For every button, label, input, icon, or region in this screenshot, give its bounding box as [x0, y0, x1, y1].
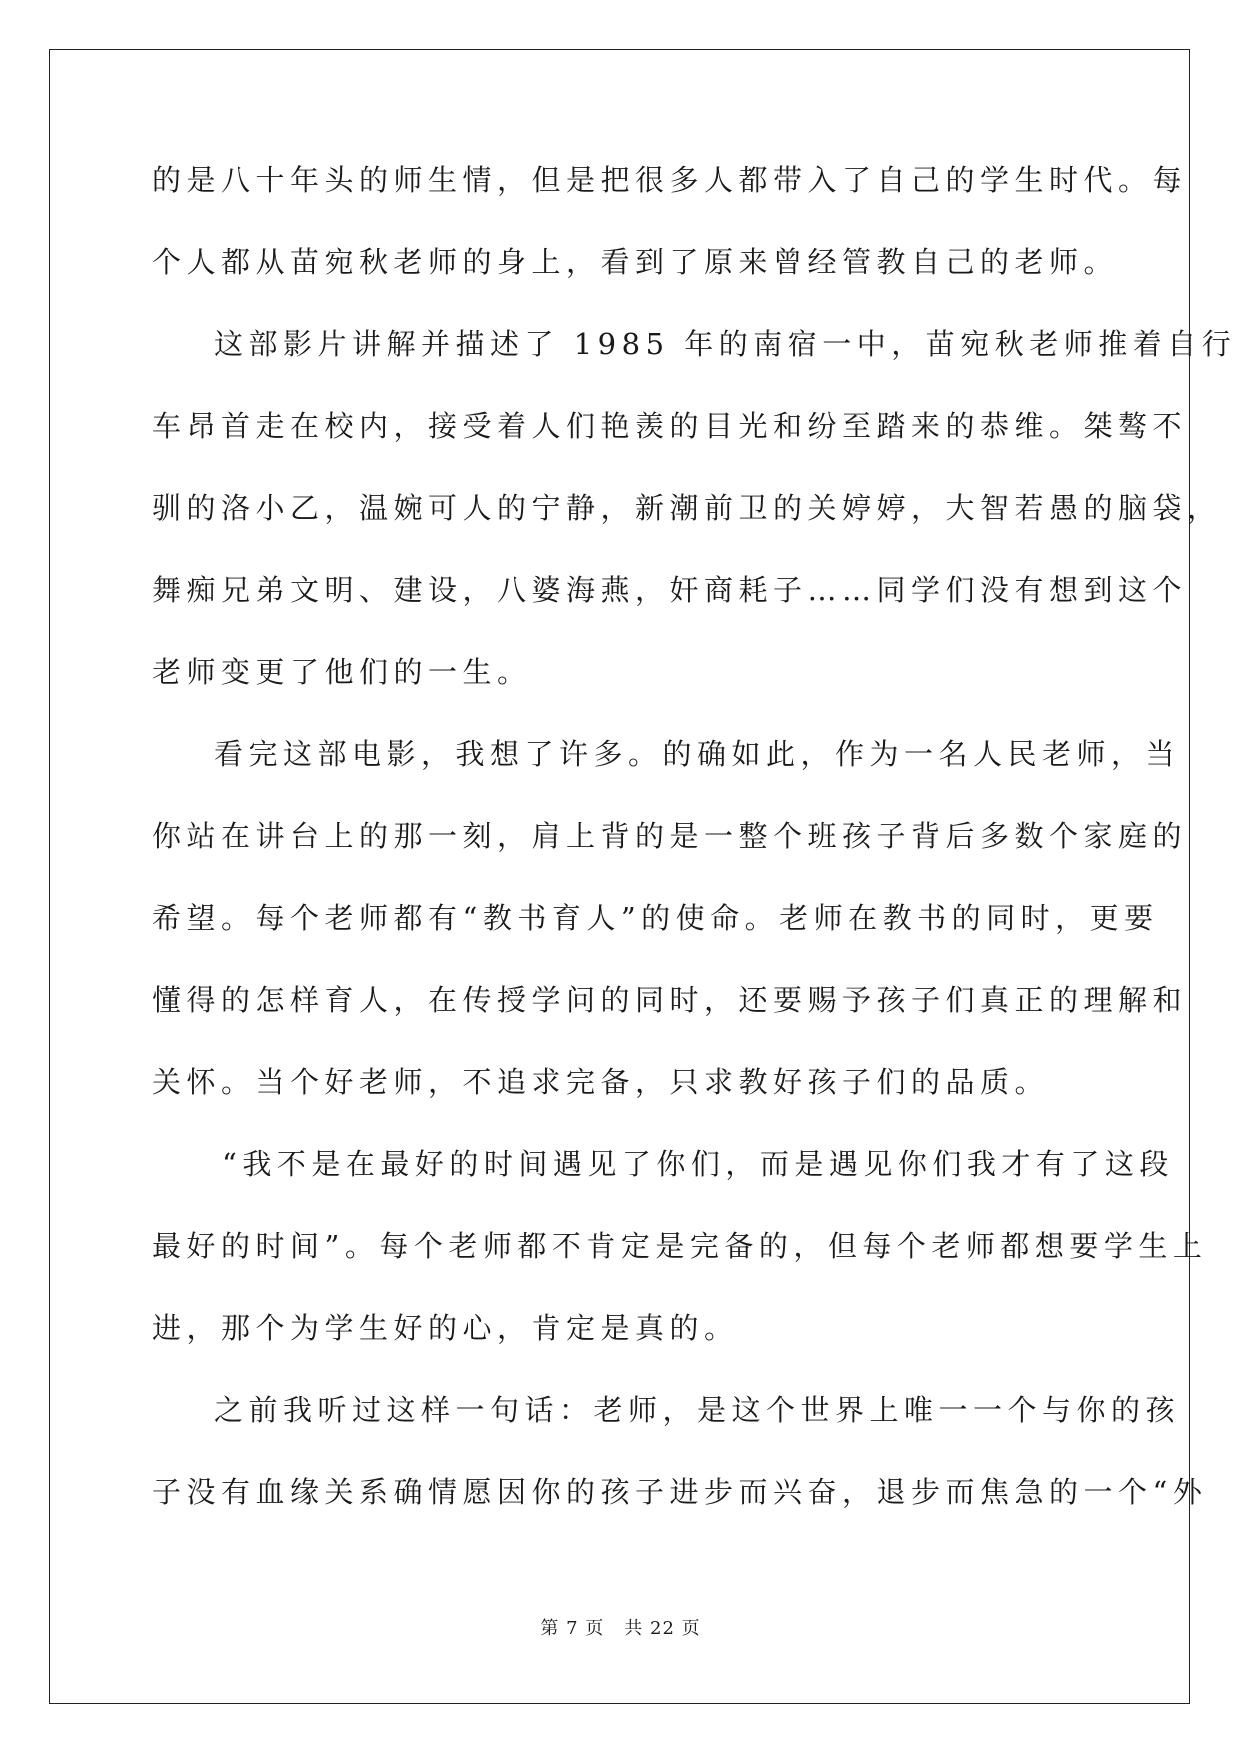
- p2-line-3: 驯的洛小乙，温婉可人的宁静，新潮前卫的关婷婷，大智若愚的脑袋，: [152, 491, 1222, 525]
- p1-line-1: 的是八十年头的师生情，但是把很多人都带入了自己的学生时代。每: [152, 163, 1188, 197]
- page-footer: [0, 1614, 1241, 1640]
- p5-line-1: 之前我听过这样一句话：老师，是这个世界上唯一一个与你的孩: [214, 1393, 1181, 1427]
- p2-line-2: 车昂首走在校内，接受着人们艳羡的目光和纷至踏来的恭维。桀骜不: [152, 409, 1188, 443]
- p4-line-3: 进，那个为学生好的心，肯定是真的。: [152, 1311, 739, 1345]
- p4-line-2: 最好的时间”。每个老师都不肯定是完备的，但每个老师都想要学生上: [152, 1229, 1208, 1263]
- p3-line-5: 关怀。当个好老师，不追求完备，只求教好孩子们的品质。: [152, 1065, 1050, 1099]
- p1-line-2: 个人都从苗宛秋老师的身上，看到了原来曾经管教自己的老师。: [152, 245, 1119, 279]
- p3-line-2: 你站在讲台上的那一刻，肩上背的是一整个班孩子背后多数个家庭的: [152, 819, 1188, 853]
- page-total: 共 22 页: [624, 1618, 701, 1639]
- p4-line-1: “我不是在最好的时间遇见了你们，而是遇见你们我才有了这段: [222, 1147, 1174, 1181]
- p3-line-3: 希望。每个老师都有“教书育人”的使命。老师在教书的同时，更要: [152, 901, 1159, 935]
- p2-line-1: 这部影片讲解并描述了 1985 年的南宿一中，苗宛秋老师推着自行: [214, 327, 1237, 361]
- page-number: 第 7 页: [540, 1618, 605, 1639]
- p2-line-5: 老师变更了他们的一生。: [152, 655, 532, 689]
- p3-line-1: 看完这部电影，我想了许多。的确如此，作为一名人民老师，当: [214, 737, 1181, 771]
- p3-line-4: 懂得的怎样育人，在传授学问的同时，还要赐予孩子们真正的理解和: [152, 983, 1188, 1017]
- p5-line-2: 子没有血缘关系确情愿因你的孩子进步而兴奋，退步而焦急的一个“外: [152, 1475, 1208, 1509]
- p2-line-4: 舞痴兄弟文明、建设，八婆海燕，奸商耗子……同学们没有想到这个: [152, 573, 1188, 607]
- document-body: [152, 160, 1237, 1554]
